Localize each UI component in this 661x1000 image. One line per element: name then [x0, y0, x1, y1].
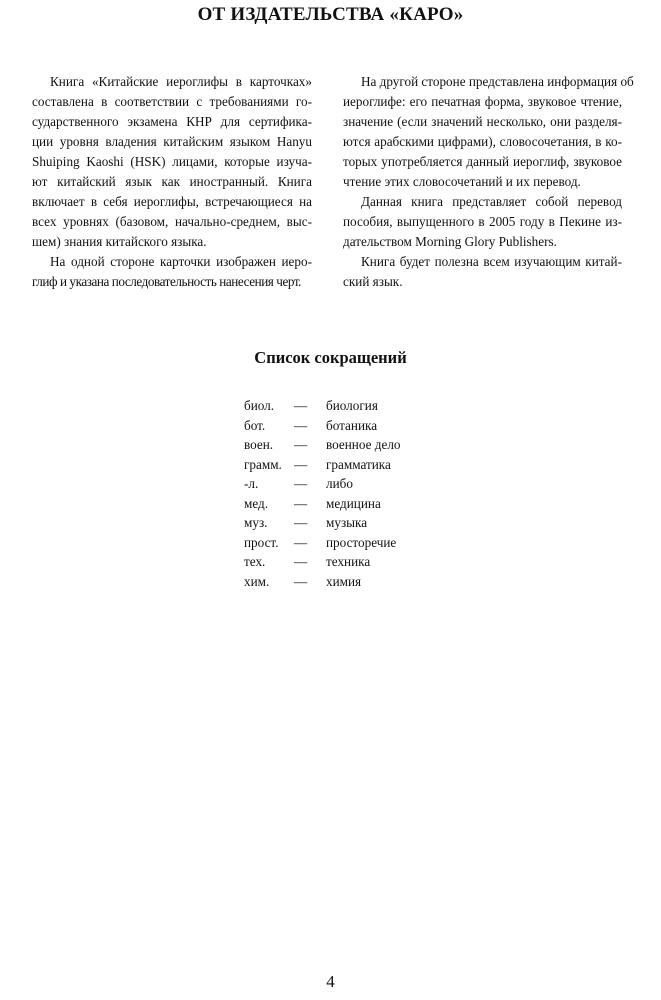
text-line: чтение этих словосочетаний и их перевод.: [343, 174, 581, 189]
right-text-column: [343, 72, 634, 292]
abbreviation-short: прост.: [244, 534, 279, 550]
abbreviation-dash: —: [294, 515, 308, 530]
abbreviation-dash: —: [294, 495, 308, 511]
abbreviation-full: биология: [326, 398, 378, 413]
abbreviation-full: химия: [326, 573, 362, 589]
abbreviation-full: медицина: [326, 495, 381, 511]
abbreviation-dash: —: [294, 417, 308, 433]
abbreviation-short: грамм.: [244, 456, 282, 472]
abbreviation-full: либо: [326, 476, 353, 491]
abbreviation-dash: —: [294, 398, 308, 413]
text-line: Книга «Китайские иероглифы в карточках»: [50, 74, 312, 89]
abbreviation-full: просторечие: [326, 534, 397, 550]
abbreviation-short: воен.: [244, 437, 274, 452]
abbreviation-short: тех.: [244, 554, 266, 569]
abbreviation-short: биол.: [244, 398, 275, 413]
abbreviation-short: хим.: [244, 573, 270, 589]
abbreviation-full: военное дело: [326, 437, 401, 452]
abbreviation-dash: —: [294, 456, 308, 472]
text-line: На одной стороне карточки изображен иеро-: [50, 254, 312, 269]
abbreviation-dash: —: [294, 554, 308, 569]
abbreviation-dash: —: [294, 573, 308, 589]
text-line: На другой стороне представлена информация об: [361, 74, 634, 89]
abbreviation-full: ботаника: [326, 417, 378, 433]
abbreviation-dash: —: [294, 437, 308, 452]
abbreviation-short: -л.: [244, 476, 259, 491]
abbreviation-short: муз.: [244, 515, 268, 530]
text-line: шем) знания китайского языка.: [32, 234, 207, 249]
text-line: Книга будет полезна всем изучающим китай-: [361, 254, 622, 269]
text-line: Данная книга представляет собой перевод: [361, 194, 622, 209]
text-line: ский язык.: [343, 274, 403, 289]
abbreviation-full: грамматика: [326, 456, 391, 472]
text-line: глиф и указана последовательность нанесения черт.: [32, 274, 301, 289]
page-title: ОТ ИЗДАТЕЛЬСТВА «КАРО»: [197, 4, 464, 25]
text-line: ции уровня владения китайским языком Hanyu: [32, 134, 312, 149]
text-line: дательством Morning Glory Publishers.: [343, 234, 557, 249]
text-line: ют китайский язык как иностранный. Книга: [32, 174, 312, 189]
page-number: 4: [326, 972, 335, 991]
text-line: ются арабскими цифрами), словосочетания, в ко-: [343, 134, 622, 149]
text-line: Shuiping Kaoshi (HSK) лицами, которые изуча-: [32, 154, 312, 169]
text-line: иероглифе: его печатная форма, звуковое чтение,: [343, 94, 622, 109]
text-line: пособия, выпущенного в 2005 году в Пекине из-: [343, 214, 622, 229]
text-line: значение (если значений несколько, они разделя-: [343, 114, 622, 129]
text-line: сударственного экзамена КНР для сертифика-: [32, 114, 312, 129]
text-line: включает в себя иероглифы, встречающиеся на: [32, 194, 312, 209]
text-line: всех уровнях (базовом, начально-среднем, выс-: [32, 214, 312, 229]
abbreviation-full: техника: [326, 554, 371, 569]
abbreviation-full: музыка: [326, 515, 368, 530]
text-line: торых употребляется данный иероглиф, звуковое: [343, 154, 622, 169]
text-line: составлена в соответствии с требованиями го-: [32, 94, 312, 109]
abbreviation-short: бот.: [244, 417, 266, 433]
abbreviations-title: Список сокращений: [254, 348, 407, 367]
abbreviation-dash: —: [294, 476, 308, 491]
left-text-column: [32, 72, 312, 292]
abbreviation-dash: —: [294, 534, 308, 550]
abbreviation-short: мед.: [244, 495, 269, 511]
